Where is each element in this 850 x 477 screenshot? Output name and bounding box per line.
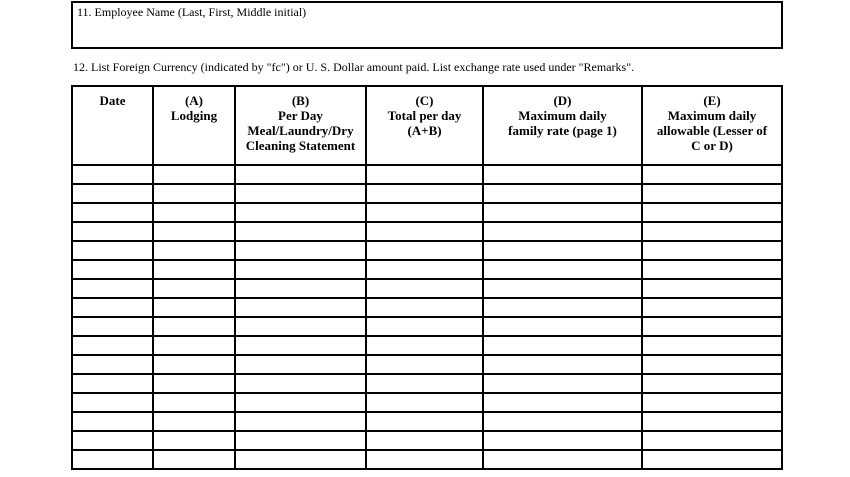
table-cell [483,355,642,374]
table-row [72,355,782,374]
table-cell [483,241,642,260]
table-cell [366,165,483,184]
max-daily-allowable-field[interactable] [643,432,781,449]
table-cell [235,374,366,393]
date-field[interactable] [73,375,152,392]
column-header-line: Maximum daily [667,108,757,123]
table-cell [235,279,366,298]
table-cell [235,450,366,469]
max-daily-family-rate-field[interactable] [484,299,641,316]
table-row [72,203,782,222]
table-cell [366,412,483,431]
table-cell [72,260,153,279]
date-field[interactable] [73,299,152,316]
employee-name-field[interactable] [77,20,777,45]
column-header-max-daily-allowable [642,86,782,165]
table-cell [642,241,782,260]
table-cell [153,317,235,336]
table-cell [153,431,235,450]
table-cell [642,203,782,222]
table-cell [153,412,235,431]
table-cell [366,317,483,336]
lodging-field[interactable] [154,204,234,221]
table-cell [366,336,483,355]
max-daily-family-rate-field[interactable] [484,204,641,221]
total-per-day-field[interactable] [367,223,482,240]
total-per-day-field[interactable] [367,413,482,430]
table-cell [642,374,782,393]
lodging-field[interactable] [154,394,234,411]
date-field[interactable] [73,261,152,278]
table-cell [72,279,153,298]
table-cell [235,298,366,317]
column-header-line: Per Day [278,108,323,123]
table-cell [642,393,782,412]
table-row [72,260,782,279]
table-cell [366,260,483,279]
table-cell [153,355,235,374]
column-header-line: (D) [553,93,572,108]
table-cell [483,184,642,203]
table-cell [235,431,366,450]
table-cell [366,222,483,241]
table-cell [642,165,782,184]
table-cell [642,298,782,317]
table-cell [366,279,483,298]
per-day-meal-field[interactable] [236,432,365,449]
max-daily-family-rate-field[interactable] [484,375,641,392]
per-day-meal-field[interactable] [236,375,365,392]
per-day-meal-field[interactable] [236,223,365,240]
total-per-day-field[interactable] [367,337,482,354]
table-body [72,165,782,469]
max-daily-family-rate-field[interactable] [484,223,641,240]
lodging-field[interactable] [154,299,234,316]
table-cell [642,336,782,355]
total-per-day-field[interactable] [367,356,482,373]
table-cell [72,165,153,184]
column-header-line: Total per day [387,108,462,123]
max-daily-allowable-field[interactable] [643,356,781,373]
lodging-field[interactable] [154,318,234,335]
date-field[interactable] [73,185,152,202]
table-cell [153,374,235,393]
table-cell [235,184,366,203]
table-cell [235,317,366,336]
date-field[interactable] [73,318,152,335]
column-header-line: allowable (Lesser of [656,123,768,138]
table-cell [72,184,153,203]
per-day-meal-field[interactable] [236,337,365,354]
table-cell [483,374,642,393]
table-cell [153,336,235,355]
lodging-meal-table [71,85,781,477]
column-header-date [72,86,153,165]
table-row [72,412,782,431]
max-daily-family-rate-field[interactable] [484,242,641,259]
column-header-line: (B) [291,93,310,108]
per-day-meal-field[interactable] [236,280,365,297]
per-day-meal-field[interactable] [236,166,365,183]
table-row [72,222,782,241]
column-header-line: (E) [703,93,721,108]
date-field[interactable] [73,394,152,411]
table-cell [642,184,782,203]
table-cell [153,222,235,241]
table-cell [235,260,366,279]
table-cell [642,317,782,336]
max-daily-family-rate-field[interactable] [484,394,641,411]
table-cell [642,222,782,241]
column-header-total-per-day [366,86,483,165]
max-daily-allowable-field[interactable] [643,280,781,297]
per-day-meal-field[interactable] [236,318,365,335]
table-cell [72,317,153,336]
total-per-day-field[interactable] [367,375,482,392]
date-field[interactable] [73,223,152,240]
max-daily-family-rate-field[interactable] [484,356,641,373]
lodging-field[interactable] [154,223,234,240]
table-cell [483,431,642,450]
max-daily-allowable-field[interactable] [643,413,781,430]
per-day-meal-field[interactable] [236,356,365,373]
table-header-row [72,86,782,165]
table-cell [235,241,366,260]
total-per-day-field[interactable] [367,451,482,468]
table-cell [72,222,153,241]
table-row [72,298,782,317]
max-daily-allowable-field[interactable] [643,185,781,202]
table-row [72,241,782,260]
table-row [72,374,782,393]
max-daily-allowable-field[interactable] [643,299,781,316]
column-header-max-daily-family-rate [483,86,642,165]
table-cell [153,450,235,469]
table-row [72,165,782,184]
employee-name-label: 11. Employee Name (Last, First, Middle initial) [77,5,307,19]
table-cell [153,203,235,222]
date-field[interactable] [73,451,152,468]
table-cell [366,355,483,374]
table-cell [72,298,153,317]
date-field[interactable] [73,337,152,354]
total-per-day-field[interactable] [367,185,482,202]
table-cell [72,431,153,450]
table-cell [72,336,153,355]
total-per-day-field[interactable] [367,242,482,259]
per-day-meal-field[interactable] [236,242,365,259]
table-cell [72,393,153,412]
max-daily-allowable-field[interactable] [643,337,781,354]
table-cell [72,374,153,393]
max-daily-allowable-field[interactable] [643,394,781,411]
table-cell [235,412,366,431]
table-cell [235,355,366,374]
table-cell [642,412,782,431]
column-header-line: Cleaning Statement [245,138,356,153]
table-cell [235,336,366,355]
total-per-day-field[interactable] [367,166,482,183]
table-row [72,279,782,298]
table-row [72,184,782,203]
table-cell [72,203,153,222]
table-cell [153,298,235,317]
per-day-meal-field[interactable] [236,394,365,411]
max-daily-allowable-field[interactable] [643,375,781,392]
column-header-per-day-meal [235,86,366,165]
date-field[interactable] [73,280,152,297]
per-day-meal-field[interactable] [236,204,365,221]
table-cell [642,450,782,469]
table-cell [642,431,782,450]
max-daily-family-rate-field[interactable] [484,166,641,183]
table-row [72,336,782,355]
max-daily-family-rate-field[interactable] [484,261,641,278]
table-row [72,393,782,412]
table-cell [153,279,235,298]
table-cell [153,241,235,260]
table-cell [235,203,366,222]
table-cell [72,450,153,469]
total-per-day-field[interactable] [367,261,482,278]
max-daily-allowable-field[interactable] [643,261,781,278]
table-row [72,431,782,450]
max-daily-allowable-field[interactable] [643,318,781,335]
date-field[interactable] [73,432,152,449]
table-cell [642,355,782,374]
employee-name-box [71,1,783,49]
per-day-meal-field[interactable] [236,261,365,278]
table-cell [235,222,366,241]
table-cell [153,393,235,412]
lodging-field[interactable] [154,261,234,278]
lodging-field[interactable] [154,166,234,183]
table-cell [483,222,642,241]
table-cell [483,165,642,184]
table-cell [72,355,153,374]
table-cell [366,203,483,222]
column-header-line: Date [99,93,126,108]
table-cell [483,279,642,298]
max-daily-allowable-field[interactable] [643,242,781,259]
per-day-meal-field[interactable] [236,185,365,202]
column-header-line: (A+B) [407,123,442,138]
table-cell [366,450,483,469]
column-header-line: (C) [415,93,434,108]
max-daily-family-rate-field[interactable] [484,337,641,354]
total-per-day-field[interactable] [367,394,482,411]
table-cell [366,374,483,393]
date-field[interactable] [73,166,152,183]
lodging-field[interactable] [154,185,234,202]
column-header-line: Lodging [170,108,218,123]
max-daily-family-rate-field[interactable] [484,451,641,468]
table-cell [153,165,235,184]
lodging-field[interactable] [154,242,234,259]
max-daily-family-rate-field[interactable] [484,432,641,449]
max-daily-family-rate-field[interactable] [484,185,641,202]
lodging-field[interactable] [154,432,234,449]
lodging-field[interactable] [154,337,234,354]
per-day-meal-field[interactable] [236,413,365,430]
table-cell [483,260,642,279]
table-cell [483,298,642,317]
max-daily-allowable-field[interactable] [643,204,781,221]
table-cell [366,184,483,203]
table-cell [483,336,642,355]
table-cell [153,184,235,203]
table-cell [483,412,642,431]
column-header-lodging [153,86,235,165]
lodging-field[interactable] [154,356,234,373]
table-cell [72,241,153,260]
table-cell [483,450,642,469]
table-cell [483,317,642,336]
total-per-day-field[interactable] [367,280,482,297]
table-cell [642,279,782,298]
total-per-day-field[interactable] [367,318,482,335]
max-daily-family-rate-field[interactable] [484,318,641,335]
max-daily-family-rate-field[interactable] [484,413,641,430]
per-day-meal-field[interactable] [236,451,365,468]
table-cell [642,260,782,279]
date-field[interactable] [73,242,152,259]
table-cell [366,241,483,260]
lodging-field[interactable] [154,375,234,392]
lodging-field[interactable] [154,280,234,297]
table-cell [366,431,483,450]
max-daily-allowable-field[interactable] [643,451,781,468]
date-field[interactable] [73,356,152,373]
table-cell [483,393,642,412]
lodging-field[interactable] [154,413,234,430]
total-per-day-field[interactable] [367,204,482,221]
table-cell [366,298,483,317]
total-per-day-field[interactable] [367,432,482,449]
column-header-line: family rate (page 1) [508,123,617,138]
column-header-line: (A) [184,93,204,108]
date-field[interactable] [73,413,152,430]
column-header-line: C or D) [691,138,733,153]
max-daily-allowable-field[interactable] [643,223,781,240]
total-per-day-field[interactable] [367,299,482,316]
per-day-meal-field[interactable] [236,299,365,316]
foreign-currency-instruction: 12. List Foreign Currency (indicated by "fc") or U. S. Dollar amount paid. List exchange rate used under "Remarks". [73,60,635,74]
date-field[interactable] [73,204,152,221]
column-header-line: Maximum daily [518,108,607,123]
max-daily-allowable-field[interactable] [643,166,781,183]
table-row [72,317,782,336]
table-cell [72,412,153,431]
max-daily-family-rate-field[interactable] [484,280,641,297]
table-row [72,450,782,469]
lodging-field[interactable] [154,451,234,468]
table-cell [235,393,366,412]
column-header-line: Meal/Laundry/Dry [247,123,354,138]
table-cell [483,203,642,222]
table-cell [366,393,483,412]
table-cell [235,165,366,184]
table-cell [153,260,235,279]
